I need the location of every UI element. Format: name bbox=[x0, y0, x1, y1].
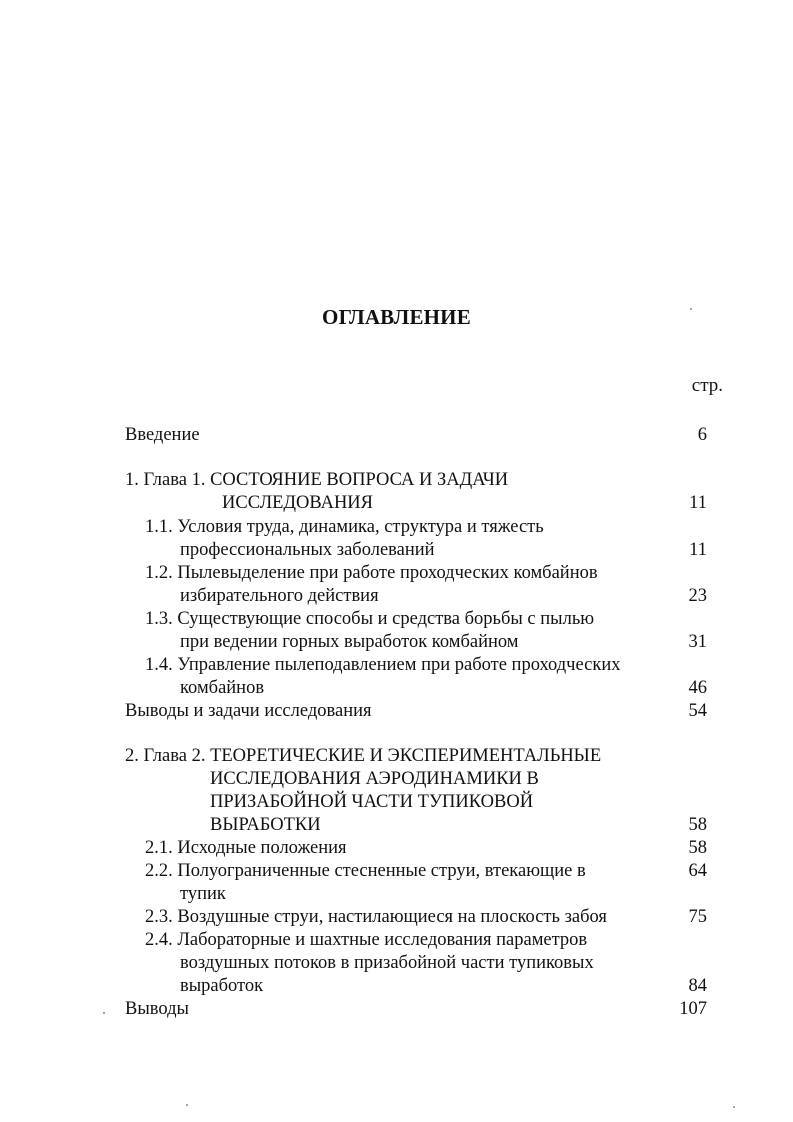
toc-entry-intro-page: 6 bbox=[697, 425, 707, 445]
section-2-4-line3: выработок bbox=[180, 976, 264, 996]
scan-speck bbox=[690, 308, 692, 310]
section-1-4-page: 46 bbox=[688, 678, 707, 698]
section-2-3-line1: 2.3. Воздушные струи, настилающиеся на плоскость забоя bbox=[145, 907, 607, 927]
chapter1-title-line2: ИССЛЕДОВАНИЯ bbox=[222, 493, 373, 513]
section-1-1-page: 11 bbox=[689, 540, 707, 560]
section-2-1-page: 58 bbox=[688, 838, 707, 858]
section-1-3-line2: при ведении горных выработок комбайном bbox=[180, 632, 519, 652]
chapter1-conclusions-label: Выводы и задачи исследования bbox=[125, 701, 372, 721]
section-1-1-line2: профессиональных заболеваний bbox=[180, 540, 435, 560]
chapter1-conclusions-page: 54 bbox=[688, 701, 707, 721]
section-1-2-line1: 1.2. Пылевыделение при работе проходческих комбайнов bbox=[145, 563, 598, 583]
section-2-4-line2: воздушных потоков в призабойной части тупиковых bbox=[180, 953, 594, 973]
section-2-2-line1: 2.2. Полуограниченные стесненные струи, втекающие в bbox=[145, 861, 586, 881]
section-1-3-line1: 1.3. Существующие способы и средства борьбы с пылью bbox=[145, 609, 595, 629]
chapter2-title-line1: 2. Глава 2. ТЕОРЕТИЧЕСКИЕ И ЭКСПЕРИМЕНТАЛЬНЫЕ bbox=[125, 746, 602, 766]
toc-title: ОГЛАВЛЕНИЕ bbox=[322, 305, 471, 329]
section-2-2-line2: тупик bbox=[180, 884, 226, 904]
section-1-3-page: 31 bbox=[688, 632, 707, 652]
scan-speck bbox=[186, 1104, 188, 1106]
chapter2-title-line4: ВЫРАБОТКИ bbox=[210, 815, 321, 835]
chapter2-conclusions-page: 107 bbox=[679, 999, 707, 1019]
section-1-1-line1: 1.1. Условия труда, динамика, структура и тяжесть bbox=[145, 517, 544, 537]
chapter2-title-line3: ПРИЗАБОЙНОЙ ЧАСТИ ТУПИКОВОЙ bbox=[210, 792, 534, 812]
section-2-3-page: 75 bbox=[688, 907, 707, 927]
section-2-2-page: 64 bbox=[688, 861, 707, 881]
chapter2-conclusions-label: Выводы bbox=[125, 999, 189, 1019]
page-column-header: стр. bbox=[691, 375, 723, 396]
section-1-4-line2: комбайнов bbox=[180, 678, 265, 698]
toc-entry-intro-label: Введение bbox=[125, 425, 200, 445]
chapter2-title-line2: ИССЛЕДОВАНИЯ АЭРОДИНАМИКИ В bbox=[210, 769, 539, 789]
section-2-4-line1: 2.4. Лабораторные и шахтные исследования параметров bbox=[145, 930, 588, 950]
scan-speck bbox=[103, 1012, 105, 1014]
section-1-2-line2: избирательного действия bbox=[180, 586, 379, 606]
scan-speck bbox=[733, 1106, 735, 1108]
section-1-2-page: 23 bbox=[688, 586, 707, 606]
section-2-4-page: 84 bbox=[688, 976, 707, 996]
section-2-1-line1: 2.1. Исходные положения bbox=[145, 838, 347, 858]
chapter2-page: 58 bbox=[688, 815, 707, 835]
chapter1-page: 11 bbox=[689, 493, 707, 513]
section-1-4-line1: 1.4. Управление пылеподавлением при работе проходческих bbox=[145, 655, 621, 675]
chapter1-title-line1: 1. Глава 1. СОСТОЯНИЕ ВОПРОСА И ЗАДАЧИ bbox=[125, 470, 509, 490]
